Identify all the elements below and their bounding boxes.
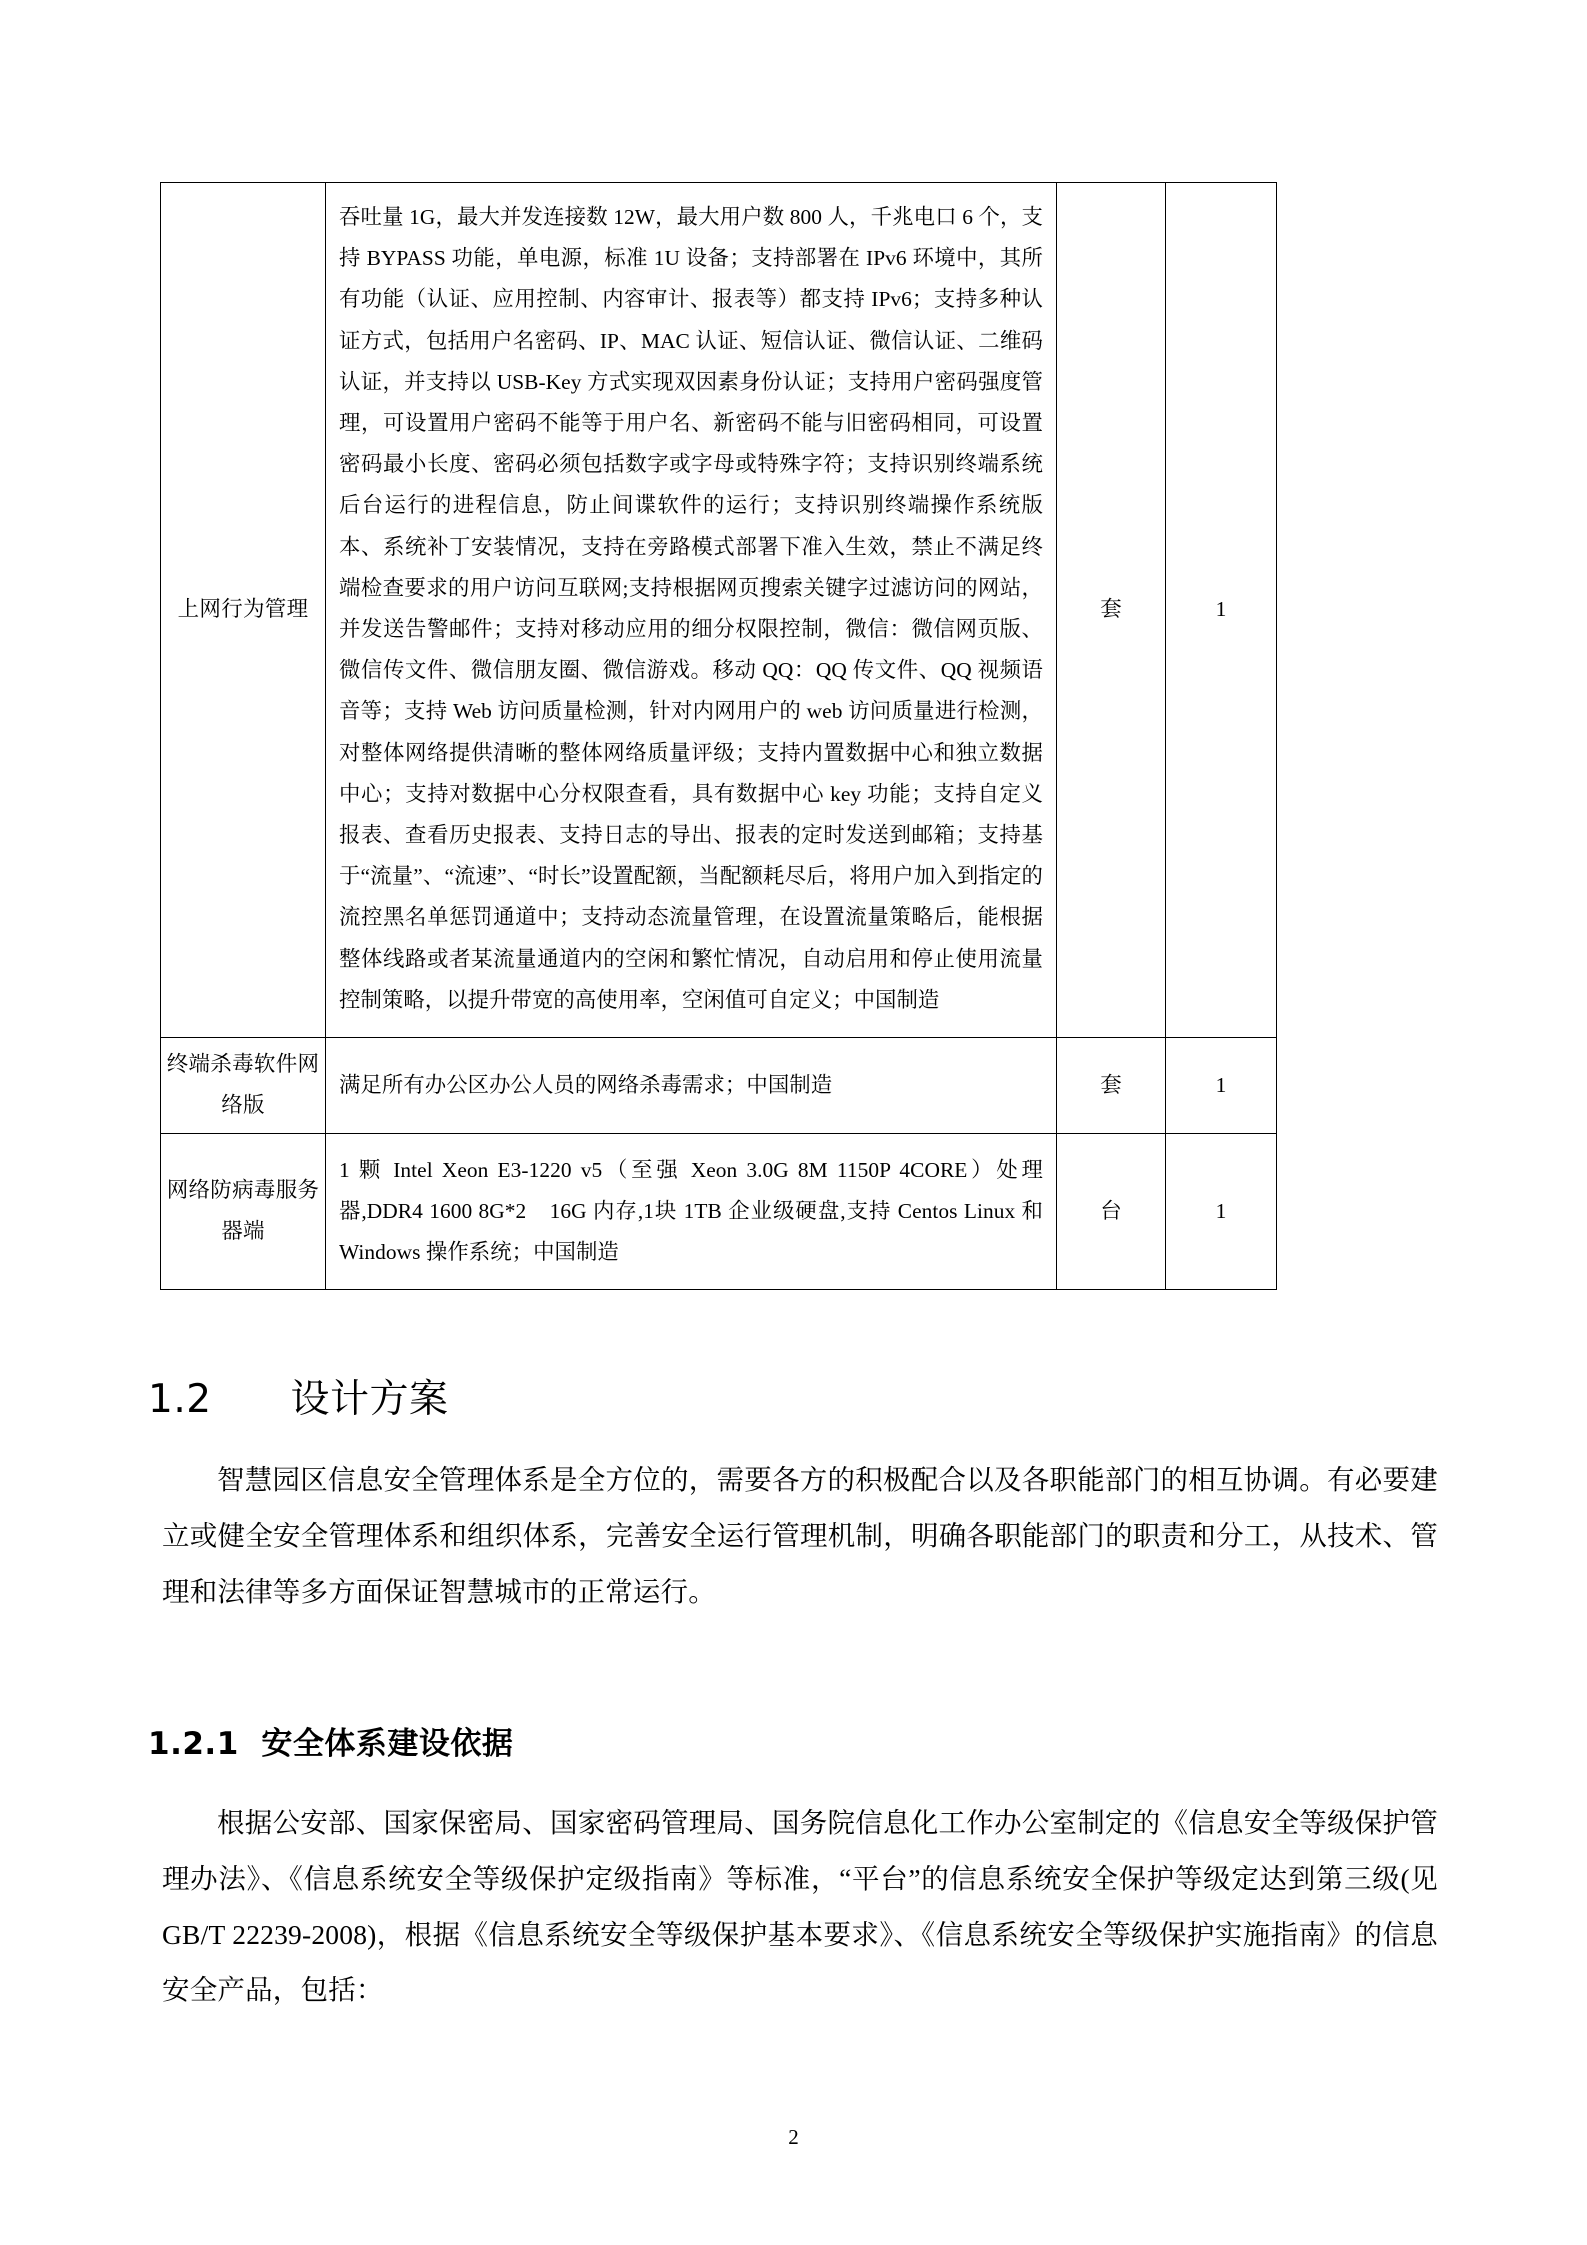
- item-name-text: 上网行为管理: [177, 597, 309, 622]
- paragraph-design-plan: 智慧园区信息安全管理体系是全方位的，需要各方的积极配合以及各职能部门的相互协调。有必要建立或健全安全管理体系和组织体系，完善安全运行管理机制，明确各职能部门的职责和分工，从技术、管理和法律等多方面保证智慧城市的正常运行。: [162, 1464, 1438, 1607]
- table-cell-item-name: [161, 1133, 326, 1290]
- table-cell-unit: [1057, 1038, 1166, 1134]
- item-description-text: 1 颗 Intel Xeon E3-1220 v5（至强 Xeon 3.0G 8M 1150P 4CORE）处理器,DDR4 1600 8G*2 16G 内存,1块 1TB 企业级硬盘,支持 Centos Linux 和 Windows 操作系统；中国制造: [339, 1157, 1043, 1264]
- table-cell-quantity: [1166, 183, 1277, 1038]
- table-cell-description: [326, 183, 1057, 1038]
- item-unit-text: 台: [1100, 1198, 1122, 1223]
- item-quantity-text: 1: [1215, 597, 1227, 622]
- table-row: [161, 1038, 1277, 1134]
- table-cell-unit: [1057, 183, 1166, 1038]
- item-name-text: 终端杀毒软件网络版: [166, 1052, 320, 1118]
- item-description-text: 满足所有办公区办公人员的网络杀毒需求；中国制造: [339, 1072, 833, 1097]
- item-name-text: 网络防病毒服务器端: [166, 1178, 320, 1244]
- table-cell-item-name: [161, 1038, 326, 1134]
- item-quantity-text: 1: [1215, 1072, 1227, 1097]
- table-cell-quantity: [1166, 1038, 1277, 1134]
- equipment-spec-table-container: [160, 182, 1272, 1290]
- table-cell-description: [326, 1038, 1057, 1134]
- table-cell-item-name: [161, 183, 326, 1038]
- item-quantity-text: 1: [1215, 1198, 1227, 1223]
- heading-security-basis: 1.2.1 安全体系建设依据: [148, 1726, 514, 1762]
- table-row: [161, 1133, 1277, 1290]
- heading-design-plan: 1.2 设计方案: [148, 1377, 449, 1422]
- equipment-spec-table: [160, 182, 1277, 1290]
- table-cell-description: [326, 1133, 1057, 1290]
- page-number: 2: [788, 2125, 799, 2149]
- item-unit-text: 套: [1100, 597, 1122, 622]
- table-cell-unit: [1057, 1133, 1166, 1290]
- item-unit-text: 套: [1100, 1072, 1122, 1097]
- table-cell-quantity: [1166, 1133, 1277, 1290]
- item-description-text: 吞吐量 1G，最大并发连接数 12W，最大用户数 800 人，千兆电口 6 个，支持 BYPASS 功能，单电源，标准 1U 设备；支持部署在 IPv6 环境中，其所有功能（认证、应用控制、内容审计、报表等）都支持 IPv6；支持多种认证方式，包括用户名密码、IP、MAC 认证、短信认证、微信认证、二维码认证，并支持以 USB-Key 方式实现双因素身份认证；支持用户密码强度管理，可设置用户密码不能等于用户名、新密码不能与旧密码相同，可设置密码最小长度、密码必须包括数字或字母或特殊字符；支持识别终端系统后台运行的进程信息，防止间谍软件的运行；支持识别终端操作系统版本、系统补丁安装情况，支持在旁路模式部署下准入生效，禁止不满足终端检查要求的用户访问互联网;支持根据网页搜索关键字过滤访问的网站，并发送告警邮件；支持对移动应用的细分权限控制，微信：微信网页版、微信传文件、微信朋友圈、微信游戏。移动 QQ：QQ 传文件、QQ 视频语音等；支持 Web 访问质量检测，针对内网用户的 web 访问质量进行检测，对整体网络提供清晰的整体网络质量评级；支持内置数据中心和独立数据中心；支持对数据中心分权限查看，具有数据中心 key 功能；支持自定义报表、查看历史报表、支持日志的导出、报表的定时发送到邮箱；支持基于“流量”、“流速”、“时长”设置配额，当配额耗尽后，将用户加入到指定的流控黑名单惩罚通道中；支持动态流量管理，在设置流量策略后，能根据整体线路或者某流量通道内的空闲和繁忙情况，自动启用和停止使用流量控制策略，以提升带宽的高使用率，空闲值可自定义；中国制造: [339, 205, 1043, 1012]
- paragraph-security-basis: 根据公安部、国家保密局、国家密码管理局、国务院信息化工作办公室制定的《信息安全等级保护管理办法》、《信息系统安全等级保护定级指南》等标准，“平台”的信息系统安全保护等级定达到第三级(见 GB/T 22239-2008)，根据《信息系统安全等级保护基本要求》、《信息系统安全等级保护实施指南》的信息安全产品，包括：: [162, 1807, 1438, 2006]
- table-row: [161, 183, 1277, 1038]
